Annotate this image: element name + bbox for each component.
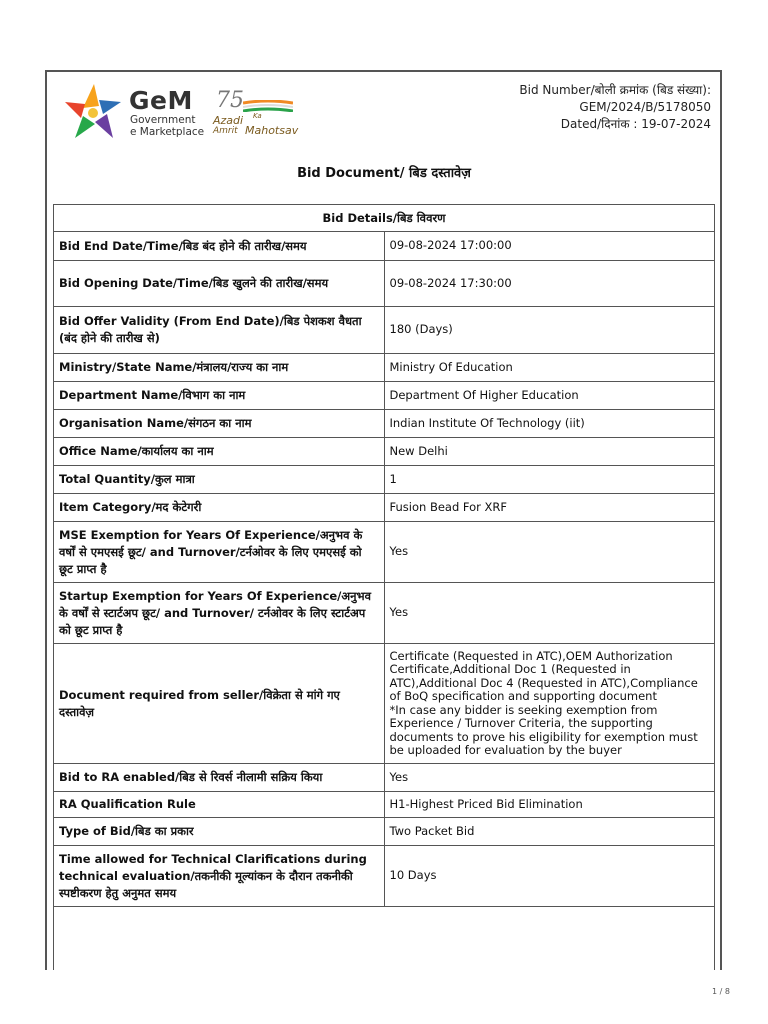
table-row	[54, 382, 715, 410]
page-title: Bid Document/ बिड दस्तावेज़	[297, 166, 471, 181]
table-row	[54, 583, 715, 644]
row-label: Time allowed for Technical Clarifications during technical evaluation/तकनीकी मूल्यांकन के दौरान तकनीकी स्पष्टीकरण हेतु अनुमत समय	[54, 846, 385, 907]
table-header-row	[54, 205, 715, 232]
table-row	[54, 438, 715, 466]
azadi-number: 75	[216, 88, 244, 113]
page-number: 1 / 8	[712, 987, 730, 996]
documents-list: Certificate (Requested in ATC),OEM Authorization Certificate,Additional Doc 1 (Requested in ATC),Additional Doc 4 (Requested in ATC),Compliance of BoQ specification and supporting document	[389, 648, 698, 703]
table-row	[54, 232, 715, 261]
row-label: RA Qualification Rule	[54, 792, 385, 818]
gem-star-icon	[63, 82, 125, 144]
row-label: MSE Exemption for Years Of Experience/अनुभव के वर्षों से एमएसई छूट/ and Turnover/टर्नओवर के लिए एमएसई को छूट प्राप्त है	[54, 522, 385, 583]
row-value: 1	[384, 466, 715, 494]
gem-logo-line1: Government	[130, 114, 196, 126]
bid-number-label: Bid Number/बोली क्रमांक (बिड संख्या):	[519, 83, 711, 97]
row-value: New Delhi	[384, 438, 715, 466]
row-label: Startup Exemption for Years Of Experience/अनुभव के वर्षों से स्टार्टअप छूट/ and Turnover/ टर्नओवर के लिए स्टार्टअप को छूट प्राप्त है	[54, 583, 385, 644]
table-row	[54, 410, 715, 438]
bid-details-table	[53, 204, 715, 907]
row-label: Ministry/State Name/मंत्रालय/राज्य का नाम	[54, 354, 385, 382]
gem-logo-line2: e Marketplace	[130, 126, 205, 138]
table-row	[54, 792, 715, 818]
row-value: Yes	[384, 583, 715, 644]
azadi-ka: Ka	[253, 112, 262, 120]
next-section-box	[53, 906, 715, 970]
table-row	[54, 494, 715, 522]
azadi-line3: Mahotsav	[245, 124, 299, 137]
row-label: Bid End Date/Time/बिड बंद होने की तारीख/समय	[54, 232, 385, 261]
table-row	[54, 261, 715, 307]
row-label: Type of Bid/बिड का प्रकार	[54, 818, 385, 846]
row-value: 09-08-2024 17:00:00	[384, 232, 715, 261]
row-label: Document required from seller/विक्रेता से मांगे गए दस्तावेज़	[54, 644, 385, 764]
row-label: Total Quantity/कुल मात्रा	[54, 466, 385, 494]
row-label: Bid Offer Validity (From End Date)/बिड पेशकश वैधता (बंद होने की तारीख से)	[54, 307, 385, 354]
row-label: Bid Opening Date/Time/बिड खुलने की तारीख/समय	[54, 261, 385, 307]
row-value: Two Packet Bid	[384, 818, 715, 846]
row-value: 10 Days	[384, 846, 715, 907]
row-value: Department Of Higher Education	[384, 382, 715, 410]
row-value: Fusion Bead For XRF	[384, 494, 715, 522]
row-label: Bid to RA enabled/बिड से रिवर्स नीलामी सक्रिय किया	[54, 764, 385, 792]
table-row	[54, 354, 715, 382]
table-row	[54, 644, 715, 764]
bid-number: GEM/2024/B/5178050	[579, 100, 711, 114]
table-row	[54, 522, 715, 583]
tricolor-icon	[243, 100, 293, 112]
table-row	[54, 307, 715, 354]
row-value: 09-08-2024 17:30:00	[384, 261, 715, 307]
row-value: Yes	[384, 764, 715, 792]
row-value: Ministry Of Education	[384, 354, 715, 382]
row-value: Indian Institute Of Technology (iit)	[384, 410, 715, 438]
row-label: Organisation Name/संगठन का नाम	[54, 410, 385, 438]
table-row	[54, 466, 715, 494]
row-value: Yes	[384, 522, 715, 583]
bid-info	[519, 82, 711, 133]
table-row	[54, 764, 715, 792]
row-label: Item Category/मद केटेगरी	[54, 494, 385, 522]
table-row	[54, 846, 715, 907]
row-value	[384, 644, 715, 764]
exemption-note: *In case any bidder is seeking exemption from Experience / Turnover Criteria, the supporting documents to prove his eligibility for exemption must be uploaded for evaluation by the buyer	[389, 702, 698, 757]
bid-dated: Dated/दिनांक : 19-07-2024	[560, 117, 711, 131]
azadi-line1: Azadi	[213, 114, 244, 127]
table-row	[54, 818, 715, 846]
row-label: Department Name/विभाग का नाम	[54, 382, 385, 410]
row-value: H1-Highest Priced Bid Elimination	[384, 792, 715, 818]
azadi-ka-amrit-mahotsav-logo	[213, 88, 305, 140]
gem-logo-name: GeM	[129, 86, 193, 115]
table-header: Bid Details/बिड विवरण	[54, 205, 715, 232]
azadi-line2: Amrit	[213, 126, 238, 136]
row-label: Office Name/कार्यालय का नाम	[54, 438, 385, 466]
row-value: 180 (Days)	[384, 307, 715, 354]
gem-logo	[63, 82, 303, 144]
